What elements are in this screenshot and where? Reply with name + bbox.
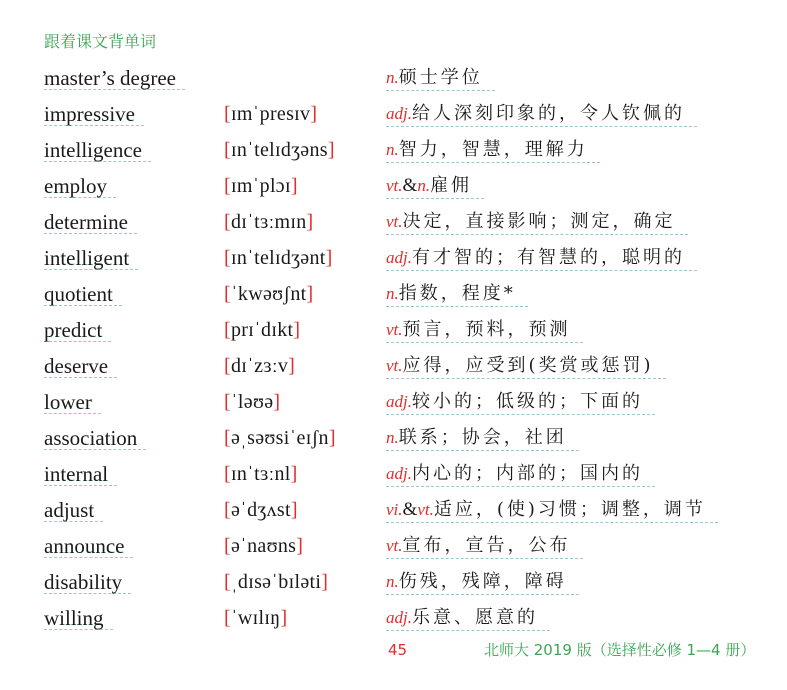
vocab-phonetic [224, 211, 313, 233]
part-of-speech: adj. [386, 392, 412, 411]
vocab-word: intelligence [44, 139, 151, 162]
part-of-speech: adj. [386, 608, 412, 627]
vocab-phonetic [224, 247, 333, 269]
vocab-definition [386, 355, 666, 379]
vocab-row [0, 60, 787, 96]
vocab-meaning: 有才智的；有智慧的，聪明的 [411, 247, 685, 268]
phonetic-bracket-open: [ [224, 211, 231, 233]
phonetic-bracket-close: ] [325, 247, 333, 269]
vocab-word: deserve [44, 355, 117, 378]
vocab-word: adjust [44, 499, 103, 522]
phonetic-bracket-open: [ [224, 535, 231, 557]
part-of-speech: vt. [386, 212, 403, 231]
vocab-phonetic [224, 463, 298, 485]
vocab-meaning: 指数，程度* [398, 283, 516, 304]
vocab-meaning: 联系；协会，社团 [398, 427, 567, 448]
vocab-meaning: 伤残，残障，障碍 [398, 571, 567, 592]
vocab-row [0, 312, 787, 348]
vocab-row [0, 384, 787, 420]
vocab-row [0, 420, 787, 456]
phonetic-bracket-close: ] [290, 175, 298, 197]
phonetic-bracket-open: [ [224, 139, 231, 161]
part-of-speech: n. [386, 68, 399, 87]
vocab-row [0, 600, 787, 636]
phonetic-text: ˈkwəʊʃnt [230, 283, 307, 305]
vocab-meaning: 应得，应受到(奖赏或惩罚) [402, 355, 654, 376]
part-of-speech: n. [386, 572, 399, 591]
vocab-definition [386, 499, 718, 523]
vocab-definition [386, 535, 583, 559]
vocab-row [0, 276, 787, 312]
section-title: 跟着课文背单词 [44, 32, 157, 51]
vocab-row [0, 564, 787, 600]
vocab-word: determine [44, 211, 137, 234]
vocab-definition [386, 571, 579, 595]
vocab-word: employ [44, 175, 116, 198]
phonetic-bracket-open: [ [224, 427, 231, 449]
phonetic-bracket-close: ] [280, 607, 288, 629]
vocab-meaning: 给人深刻印象的，令人钦佩的 [411, 103, 685, 124]
vocab-word: internal [44, 463, 117, 486]
vocab-row [0, 132, 787, 168]
volume-label: （选择性必修 1—4 册） [591, 641, 756, 659]
part-of-speech: adj. [386, 464, 412, 483]
vocab-meaning: 决定，直接影响；测定，确定 [402, 211, 676, 232]
vocab-definition [386, 67, 495, 91]
phonetic-bracket-open: [ [224, 175, 231, 197]
phonetic-text: ɪmˈpresɪv [230, 103, 311, 125]
vocab-meaning: 较小的；低级的；下面的 [411, 391, 643, 412]
phonetic-text: ˌdɪsəˈbɪləti [230, 571, 322, 593]
phonetic-text: ˈləʊə [230, 391, 274, 413]
phonetic-text: əˌsəʊsiˈeɪʃn [230, 427, 329, 449]
phonetic-bracket-close: ] [273, 391, 281, 413]
page-number: 45 [388, 641, 408, 659]
phonetic-bracket-close: ] [306, 283, 314, 305]
phonetic-bracket-open: [ [224, 607, 231, 629]
vocab-definition [386, 139, 600, 163]
part-of-speech: vt. [386, 356, 403, 375]
vocab-row [0, 240, 787, 276]
vocab-definition [386, 607, 550, 631]
vocab-row [0, 528, 787, 564]
vocab-phonetic [224, 499, 298, 521]
vocab-phonetic [224, 535, 303, 557]
phonetic-text: dɪˈtɜːmɪn [230, 211, 307, 233]
phonetic-bracket-close: ] [321, 571, 329, 593]
vocab-meaning: 乐意、愿意的 [411, 607, 538, 628]
vocab-row [0, 456, 787, 492]
vocab-word: intelligent [44, 247, 138, 270]
phonetic-text: ɪnˈtɜːnl [230, 463, 291, 485]
phonetic-bracket-close: ] [290, 499, 298, 521]
vocab-word: impressive [44, 103, 144, 126]
phonetic-bracket-open: [ [224, 391, 231, 413]
part-of-speech: vt. [386, 320, 403, 339]
vocab-word: quotient [44, 283, 122, 306]
vocab-phonetic [224, 283, 314, 305]
phonetic-bracket-open: [ [224, 571, 231, 593]
vocab-definition [386, 391, 655, 415]
vocab-phonetic [224, 175, 298, 197]
vocab-word: association [44, 427, 146, 450]
vocab-row [0, 492, 787, 528]
phonetic-text: ɪnˈtelɪdʒəns [230, 139, 328, 161]
vocab-phonetic [224, 571, 328, 593]
vocab-meaning: 雇佣 [430, 175, 473, 196]
vocab-meaning: 硕士学位 [398, 67, 483, 88]
phonetic-bracket-open: [ [224, 319, 231, 341]
vocab-phonetic [224, 355, 295, 377]
phonetic-bracket-open: [ [224, 355, 231, 377]
vocab-meaning: 预言，预料，预测 [402, 319, 571, 340]
vocabulary-list [0, 60, 787, 636]
phonetic-bracket-open: [ [224, 247, 231, 269]
phonetic-bracket-close: ] [296, 535, 304, 557]
phonetic-bracket-open: [ [224, 499, 231, 521]
phonetic-bracket-close: ] [306, 211, 314, 233]
vocab-meaning: 智力，智慧，理解力 [398, 139, 588, 160]
phonetic-text: əˈdʒʌst [230, 499, 291, 521]
pos-joiner: & [402, 175, 418, 196]
vocab-phonetic [224, 607, 287, 629]
vocab-definition [386, 463, 655, 487]
part-of-speech: vi. [386, 500, 403, 519]
phonetic-bracket-open: [ [224, 103, 231, 125]
vocab-phonetic [224, 103, 317, 125]
vocab-row [0, 204, 787, 240]
phonetic-text: ɪnˈtelɪdʒənt [230, 247, 326, 269]
vocab-phonetic [224, 427, 336, 449]
vocab-word: lower [44, 391, 101, 414]
vocab-meaning: 宣布，宣告，公布 [402, 535, 571, 556]
part-of-speech: n. [386, 140, 399, 159]
part-of-speech: vt. [386, 536, 403, 555]
part-of-speech: n. [386, 428, 399, 447]
vocab-word: announce [44, 535, 133, 558]
vocab-definition [386, 175, 484, 199]
edition-info [484, 641, 755, 659]
phonetic-text: əˈnaʊns [230, 535, 297, 557]
vocab-definition [386, 211, 688, 235]
phonetic-bracket-close: ] [310, 103, 318, 125]
vocab-definition [386, 283, 528, 307]
vocab-row [0, 168, 787, 204]
phonetic-bracket-close: ] [327, 139, 335, 161]
edition-label: 北师大 2019 版 [484, 641, 592, 659]
part-of-speech: n. [386, 284, 399, 303]
phonetic-bracket-open: [ [224, 463, 231, 485]
phonetic-bracket-open: [ [224, 283, 231, 305]
vocab-phonetic [224, 391, 280, 413]
phonetic-bracket-close: ] [288, 355, 296, 377]
vocab-meaning: 内心的；内部的；国内的 [411, 463, 643, 484]
pos-joiner: & [402, 499, 418, 520]
vocab-definition [386, 427, 579, 451]
vocab-definition [386, 247, 697, 271]
phonetic-bracket-close: ] [328, 427, 336, 449]
part-of-speech: adj. [386, 104, 412, 123]
vocab-word: predict [44, 319, 111, 342]
phonetic-text: ɪmˈplɔɪ [230, 175, 291, 197]
vocab-word: willing [44, 607, 113, 630]
part-of-speech: vt. [417, 500, 434, 519]
vocab-phonetic [224, 139, 335, 161]
phonetic-bracket-close: ] [290, 463, 298, 485]
phonetic-text: dɪˈzɜːv [230, 355, 289, 377]
vocab-row [0, 96, 787, 132]
vocab-meaning: 适应，(使)习惯；调整，调节 [433, 499, 706, 520]
phonetic-text: prɪˈdɪkt [230, 319, 294, 341]
vocab-word: disability [44, 571, 131, 594]
vocab-definition [386, 103, 697, 127]
vocab-phonetic [224, 319, 300, 341]
vocab-definition [386, 319, 583, 343]
phonetic-text: ˈwɪlɪŋ [230, 607, 281, 629]
phonetic-bracket-close: ] [293, 319, 301, 341]
vocab-word: master’s degree [44, 67, 185, 90]
part-of-speech: n. [417, 176, 431, 195]
vocab-row [0, 348, 787, 384]
part-of-speech: adj. [386, 248, 412, 267]
part-of-speech: vt. [386, 176, 403, 195]
